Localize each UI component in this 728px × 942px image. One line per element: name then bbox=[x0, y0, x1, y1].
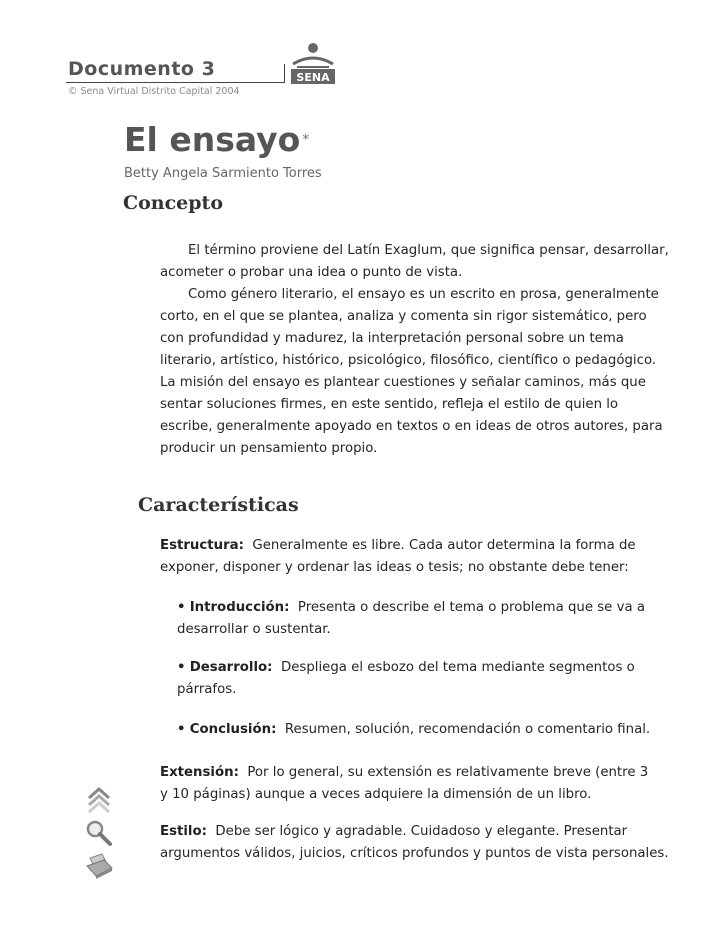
estilo-label: Estilo: bbox=[160, 824, 207, 839]
bullet: • bbox=[177, 600, 186, 615]
caracteristicas-heading: Características bbox=[138, 494, 299, 516]
desarrollo-label: Desarrollo: bbox=[189, 660, 273, 675]
title-footnote-marker: * bbox=[302, 132, 310, 148]
desarrollo-text: Despliega el esbozo del tema mediante segmentos o párrafos. bbox=[177, 660, 635, 697]
document-label: Documento 3 bbox=[68, 58, 216, 80]
estructura-text: Generalmente es libre. Cada autor determina la forma de exponer, disponer y ordenar las ideas o tesis; no obstante debe tener: bbox=[160, 538, 636, 575]
chevron-up-icon[interactable] bbox=[84, 784, 114, 814]
header-divider bbox=[66, 82, 284, 83]
estilo-text: Debe ser lógico y agradable. Cuidadoso y elegante. Presentar argumentos válidos, juicios, críticos profundos y puntos de vista personales. bbox=[160, 824, 669, 861]
bullet: • bbox=[177, 660, 186, 675]
sena-logo bbox=[287, 42, 339, 90]
concepto-paragraph-2 bbox=[160, 284, 670, 460]
introduccion-label: Introducción: bbox=[189, 600, 290, 615]
header-divider-vertical bbox=[284, 64, 285, 83]
extension-label: Extensión: bbox=[160, 765, 239, 780]
list-item-desarrollo bbox=[177, 657, 657, 701]
estructura-paragraph bbox=[160, 535, 660, 579]
conclusion-text: Resumen, solución, recomendación o comentario final. bbox=[284, 722, 651, 737]
bullet: • bbox=[177, 722, 186, 737]
page-title bbox=[124, 120, 309, 159]
author-name: Betty Angela Sarmiento Torres bbox=[124, 166, 322, 181]
conclusion-label: Conclusión: bbox=[189, 722, 277, 737]
extension-text: Por lo general, su extensión es relativamente breve (entre 3 y 10 páginas) aunque a veces adquiere la dimensión de un libro. bbox=[160, 765, 649, 802]
search-icon[interactable] bbox=[84, 818, 114, 848]
extension-paragraph bbox=[160, 762, 660, 806]
introduccion-text: Presenta o describe el tema o problema que se va a desarrollar o sustentar. bbox=[177, 600, 645, 637]
estilo-paragraph bbox=[160, 821, 670, 865]
print-icon[interactable] bbox=[84, 850, 114, 880]
concepto-paragraph-1 bbox=[160, 240, 670, 284]
title-text: El ensayo bbox=[124, 120, 301, 159]
copyright-notice: © Sena Virtual Distrito Capital 2004 bbox=[68, 86, 240, 97]
concepto-paragraph-1-text: El término proviene del Latín Exaglum, que significa pensar, desarrollar, acometer o probar una idea o punto de vista. bbox=[160, 243, 669, 280]
svg-text:SENA: SENA bbox=[296, 71, 330, 84]
list-item-conclusion bbox=[177, 719, 667, 741]
concepto-heading: Concepto bbox=[123, 192, 224, 214]
concepto-paragraph-2-text: Como género literario, el ensayo es un escrito en prosa, generalmente corto, en el que se plantea, analiza y comenta sin rigor sistemático, pero con profundidad y madurez, la interpretación personal sobre un tema literario, artístico, histórico, psicológico, filosófico, científico o pedagógico. La misión del ensayo es plantear cuestiones y señalar caminos, más que sentar soluciones firmes, en este sentido, refleja el estilo de quien lo escribe, generalmente apoyado en textos o en ideas de otros autores, para producir un pensamiento propio. bbox=[160, 287, 663, 456]
estructura-label: Estructura: bbox=[160, 538, 244, 553]
list-item-introduccion bbox=[177, 597, 657, 641]
